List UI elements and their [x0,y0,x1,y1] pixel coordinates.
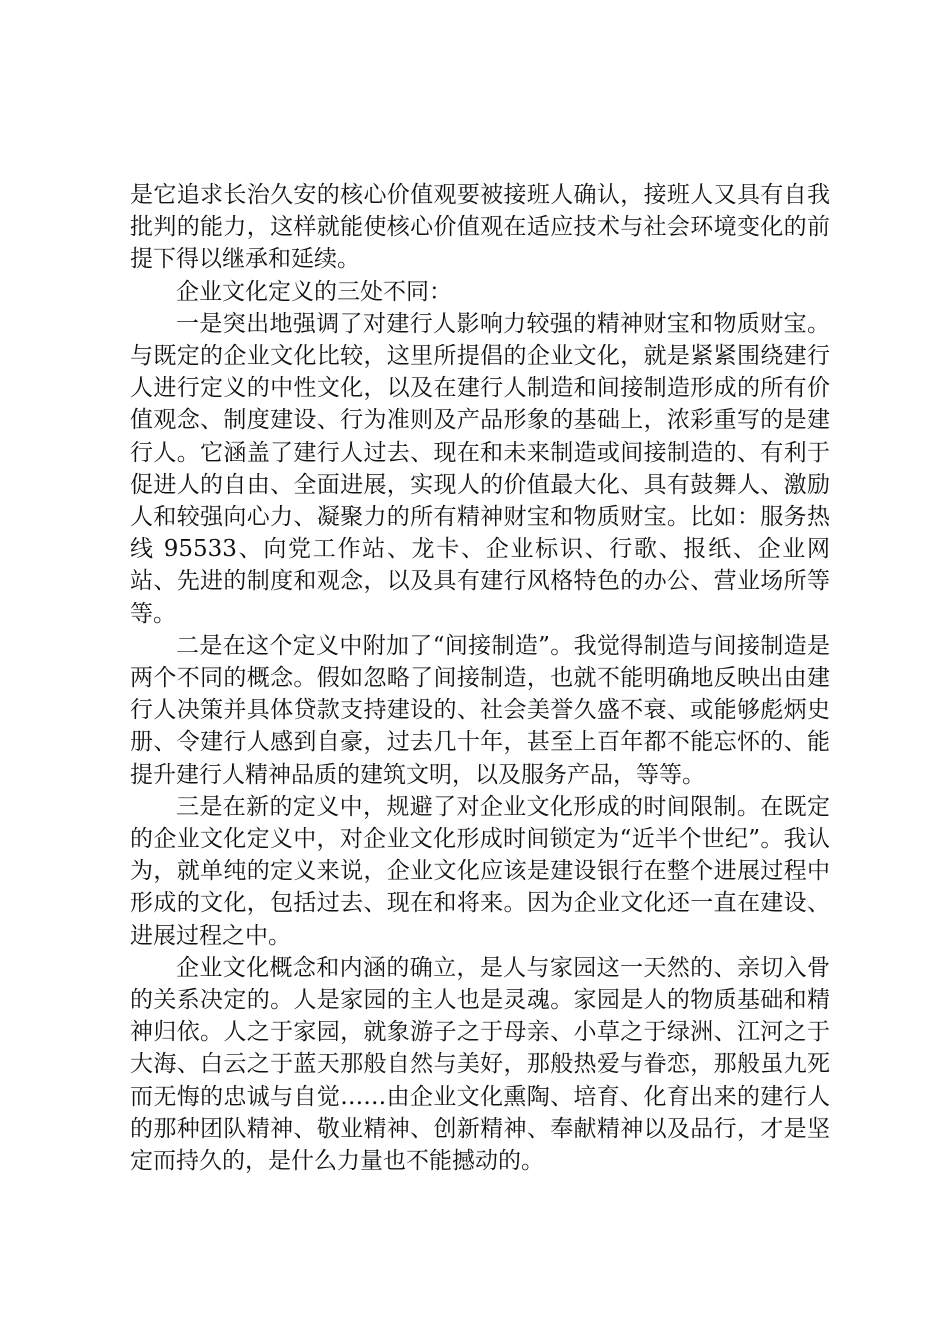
document-body [130,179,830,1177]
paragraph-1: 是它追求长治久安的核心价值观要被接班人确认，接班人又具有自我批判的能力，这样就能使核心价值观在适应技术与社会环境变化的前提下得以继承和延续。 [130,182,830,273]
paragraph-4: 二是在这个定义中附加了“间接制造”。我觉得制造与间接制造是两个不同的概念。假如忽略了间接制造，也就不能明确地反映出由建行人决策并具体贷款支持建设的、社会美誉久盛不衰、或能够彪炳史册、令建行人感到自豪，过去几十年，甚至上百年都不能忘怀的、能提升建行人精神品质的建筑文明，以及服务产品，等等。 [130,632,830,788]
paragraph-2: 企业文化定义的三处不同： [176,278,452,305]
paragraph-3: 一是突出地强调了对建行人影响力较强的精神财宝和物质财宝。与既定的企业文化比较，这里所提倡的企业文化，就是紧紧围绕建行人进行定义的中性文化，以及在建行人制造和间接制造形成的所有价值观念、制度建设、行为准则及产品形象的基础上，浓彩重写的是建行人。它涵盖了建行人过去、现在和未来制造或间接制造的、有利于促进人的自由、全面进展，实现人的价值最大化、具有鼓舞人、激励人和较强向心力、凝聚力的所有精神财宝和物质财宝。比如：服务热线 95533、向党工作站、龙卡、企业标识、行歌、报纸、企业网站、先进的制度和观念，以及具有建行风格特色的办公、营业场所等等。 [130,310,830,627]
paragraph-5: 三是在新的定义中，规避了对企业文化形成的时间限制。在既定的企业文化定义中，对企业文化形成时间锁定为“近半个世纪”。我认为，就单纯的定义来说，企业文化应该是建设银行在整个进展过程中形成的文化，包括过去、现在和将来。因为企业文化还一直在建设、进展过程之中。 [130,793,830,949]
paragraph-6: 企业文化概念和内涵的确立，是人与家园这一天然的、亲切入骨的关系决定的。人是家园的主人也是灵魂。家园是人的物质基础和精神归依。人之于家园，就象游子之于母亲、小草之于绿洲、江河之于大海、白云之于蓝天那般自然与美好，那般热爱与眷恋，那般虽九死而无悔的忠诚与自觉……由企业文化熏陶、培育、化育出来的建行人的那种团队精神、敬业精神、创新精神、奉献精神以及品行，才是坚定而持久的，是什么力量也不能撼动的。 [130,954,830,1175]
